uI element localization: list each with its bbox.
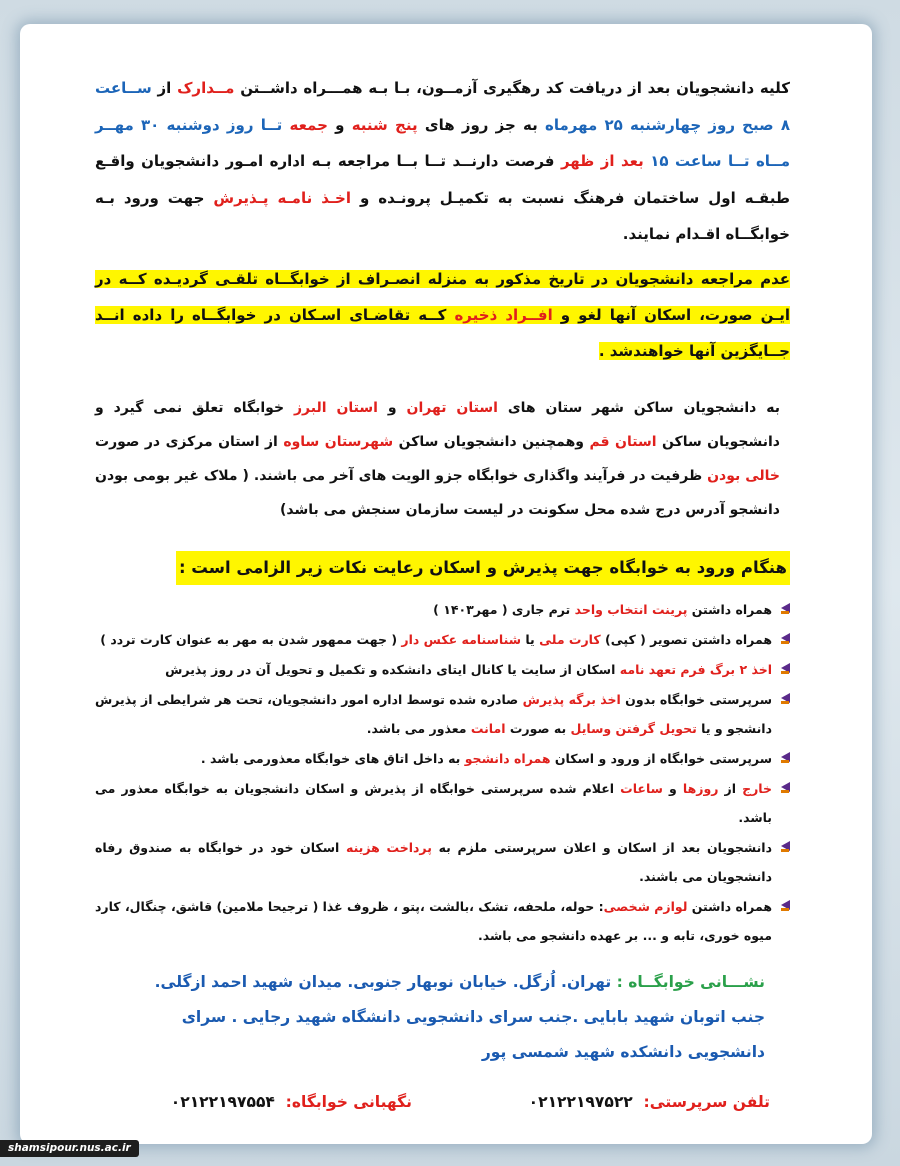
- site-url-badge[interactable]: shamsipour.nus.ac.ir: [0, 1140, 139, 1157]
- guard-phone: [171, 1093, 412, 1111]
- text: همراه داشتن تصویر ( کپی): [600, 631, 772, 647]
- list-item: [95, 774, 790, 832]
- guard-phone-label: نگهبانی خوابگاه:: [285, 1093, 412, 1111]
- text: و: [327, 115, 352, 134]
- text: از استان مرکزی در صورت: [95, 433, 284, 450]
- highlight-thursday: پنج شنبه: [351, 115, 418, 134]
- highlight: اخذ ۲ برگ فرم تعهد نامه: [619, 661, 772, 677]
- arrow-bullet-icon: [779, 693, 790, 704]
- notice-body: [95, 70, 790, 951]
- highlight: لوازم شخصی: [603, 898, 688, 914]
- text: کــه تقاضـای اسـکان در خوابگــاه را داده انــد جــایگزین آنها خواهندشد .: [95, 305, 790, 360]
- text: فرصت دارنــد تــا بــا مراجعه بـه اداره امـور دانشجویان واقـع طبقـه اول ساختمان فرهنگ نسبت به تکمیـل پرونـده و: [95, 152, 790, 207]
- arrow-bullet-icon: [779, 603, 790, 614]
- text: یا: [520, 631, 540, 647]
- highlight-start-time: ســاعت ۸ صبح روز چهارشنبه ۲۵ مهرماه: [95, 79, 790, 134]
- text: از: [718, 780, 743, 796]
- text: عدم مراجعه دانشجویان در تاریخ مذکور به منزله انصـراف از خوابگــاه تلقـی گردیـده کــه در ایـن صورت، اسکان آنها لغو و: [95, 269, 790, 324]
- address-text: تهران. اُزگل. خیابان نوبهار جنوبی. میدان شهید احمد ازگلی. جنب اتوبان شهید بابایی .جنب سرای دانشجویی دانشگاه شهید رجایی . سرای دانشجویی دانشکده شهید شمسی پور: [154, 973, 765, 1061]
- text: به داخل اتاق های خوابگاه معذورمی باشد .: [200, 750, 465, 766]
- highlight-end-time: تــا روز دوشنبه ۳۰ مهــر مــاه تــا ساعت ۱۵: [95, 115, 790, 170]
- arrow-bullet-icon: [779, 900, 790, 911]
- text: وهمچنین دانشجویان ساکن: [393, 433, 590, 450]
- list-item: [95, 625, 790, 654]
- text: اسکان خود در خوابگاه به صندوق رفاه دانشجویان می باشند.: [95, 839, 772, 884]
- highlight-friday: جمعه: [289, 115, 328, 134]
- highlight-qom: استان قم: [589, 433, 657, 450]
- highlight-documents: مــدارک: [177, 79, 235, 97]
- arrow-bullet-icon: [779, 663, 790, 674]
- text: همراه داشتن: [687, 898, 772, 914]
- arrow-bullet-icon: [779, 633, 790, 644]
- dorm-address: [120, 965, 765, 1070]
- text: همراه داشتن: [687, 601, 772, 617]
- text: و: [377, 399, 407, 416]
- supervisor-phone-label: تلفن سرپرستی:: [643, 1093, 770, 1111]
- requirements-list: [95, 595, 790, 950]
- text: : حوله، ملحفه، تشک ،بالشت ،پتو ، ظروف غذا ( ترجیحا ملامین) قاشق، چنگال، کارد میوه خوری، تابه و ... بر عهده دانشجو می باشد.: [95, 898, 772, 943]
- highlight: پرینت انتخاب واحد: [574, 601, 688, 617]
- address-label: نشـــانی خوابگــاه :: [616, 973, 765, 991]
- list-item: [95, 655, 790, 684]
- list-item: [95, 892, 790, 950]
- highlight: روزها: [682, 780, 719, 796]
- intro-paragraph: [95, 70, 790, 253]
- text: کلیه دانشجویان بعد از دریافت کد رهگیری آزمــون، بـا بـه همـــراه داشــتن: [234, 79, 790, 97]
- highlight-afternoon: بعد از ظهر: [560, 152, 644, 170]
- highlight-saveh: شهرستان ساوه: [283, 433, 394, 450]
- text: خوابگاه تعلق نمی گیرد و دانشجویان ساکن: [95, 399, 780, 450]
- text: ظرفیت در فرآیند واگذاری خوابگاه جزو الویت های آخر می باشند. ( ملاک غیر بومی بودن دانشجو آدرس درج شده محل سکونت در لیست سازمان سنجش می باشد): [95, 467, 780, 518]
- list-item: [95, 833, 790, 891]
- text: به دانشجویان ساکن شهر ستان های: [497, 399, 780, 416]
- highlight: همراه دانشجو: [464, 750, 551, 766]
- highlight: پرداخت هزینه: [346, 839, 432, 855]
- highlight-vacant: خالی بودن: [707, 467, 781, 484]
- text: ( جهت ممهور شدن به مهر به عنوان کارت تردد ): [100, 631, 402, 647]
- phone-numbers: [140, 1093, 770, 1123]
- text: از: [151, 79, 178, 97]
- highlight: تحویل گرفتن وسایل: [570, 720, 697, 736]
- text: اعلام شده سرپرستی خوابگاه از پذیرش و اسکان دانشجویان به خوابگاه معذور می باشد.: [95, 780, 772, 825]
- highlight: کارت ملی: [539, 631, 601, 647]
- highlight: ساعات: [620, 780, 663, 796]
- highlight-admission-letter: اخـذ نامـه پـذیرش: [213, 188, 351, 207]
- text: سرپرستی خوابگاه از ورود و اسکان: [550, 750, 772, 766]
- supervisor-phone-number[interactable]: ۰۲۱۲۲۱۹۷۵۲۲: [528, 1093, 633, 1111]
- arrow-bullet-icon: [779, 752, 790, 763]
- highlight-reserve: افــراد ذخیره: [454, 305, 553, 324]
- text: معذور می باشد.: [366, 720, 471, 736]
- text: اسکان از سایت یا کانال ایتای دانشکده و تکمیل و تحویل آن در روز پذیرش: [165, 661, 620, 677]
- text: و: [662, 780, 683, 796]
- text: به صورت: [505, 720, 571, 736]
- list-item: [95, 685, 790, 743]
- requirements-heading: هنگام ورود به خوابگاه جهت پذیرش و اسکان رعایت نکات زیر الزامی است :: [176, 551, 790, 585]
- highlight-alborz: استان البرز: [293, 399, 378, 416]
- highlight: خارج: [742, 780, 772, 796]
- supervisor-phone: [529, 1093, 770, 1111]
- text: سرپرستی خوابگاه بدون: [620, 691, 773, 707]
- eligibility-paragraph: [95, 391, 790, 527]
- list-item: [95, 744, 790, 773]
- arrow-bullet-icon: [779, 841, 790, 852]
- text: ترم جاری ( مهر۱۴۰۳ ): [433, 601, 575, 617]
- highlight: اخذ برگه پذیرش: [522, 691, 621, 707]
- text: دانشجویان بعد از اسکان و اعلان سرپرستی ملزم به: [431, 839, 772, 855]
- guard-phone-number[interactable]: ۰۲۱۲۲۱۹۷۵۵۴: [170, 1093, 275, 1111]
- highlight-tehran: استان تهران: [406, 399, 498, 416]
- text: صادره شده توسط اداره امور دانشجویان، تحت هر شرایطی از پذیرش دانشجو و یا: [95, 691, 772, 736]
- text: به جز روز های: [417, 115, 545, 134]
- highlight: شناسنامه عکس دار: [401, 631, 521, 647]
- text: جهت ورود بـه خوابگــاه اقـدام نمایند.: [95, 188, 790, 243]
- arrow-bullet-icon: [779, 782, 790, 793]
- highlight: امانت: [470, 720, 506, 736]
- list-item: [95, 595, 790, 624]
- warning-paragraph: [95, 261, 790, 369]
